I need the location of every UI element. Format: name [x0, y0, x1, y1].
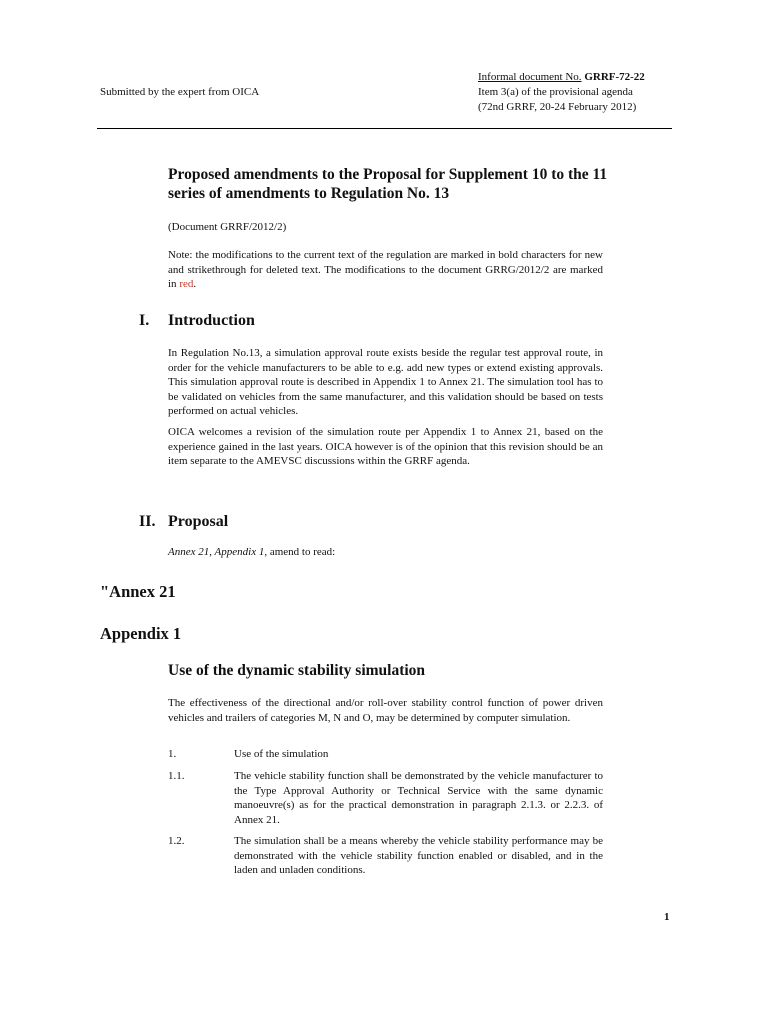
item-number: 1.1.: [168, 770, 185, 782]
document-reference: (Document GRRF/2012/2): [168, 221, 287, 233]
use-of-simulation-heading: Use of the dynamic stability simulation: [168, 662, 426, 679]
note-red-word: red: [179, 278, 194, 290]
document-prefix: Informal document No.: [478, 71, 582, 83]
section-title: Proposal: [168, 513, 229, 530]
amend-text: amend to read:: [267, 546, 336, 558]
header-divider: [97, 128, 672, 129]
document-id: GRRF-72-22: [584, 71, 645, 83]
session-info: (72nd GRRF, 20-24 February 2012): [478, 101, 637, 113]
item-text: The vehicle stability function shall be demonstrated by the vehicle manufacturer to the Type Approval Authority or Technical Service with the same dynamic manoeuvre(s) as for the practical demonstration in paragraph 2.1.3. or 2.2.3. of Annex 21.: [234, 770, 603, 826]
amend-instruction: [168, 545, 335, 560]
introduction-paragraph-1: In Regulation No.13, a simulation approval route exists beside the regular test approval route, in order for the vehicle manufacturers to be able to e.g. add new types or extend existing approvals. This simulation approval route is described in Appendix 1 to Annex 21. The simulation tool has to be validated on vehicles from the same manufacturer, and this validation should be based on tests performed on actual vehicles.: [168, 347, 603, 417]
section-proposal-heading: [139, 512, 339, 532]
item-text: The simulation shall be a means whereby the vehicle stability performance may be demonstrated with the vehicle stability function enabled or disabled, and in the laden and unladen conditions.: [234, 835, 603, 876]
page-number: 1: [664, 911, 670, 923]
document-title: Proposed amendments to the Proposal for Supplement 10 to the 11 series of amendments to Regulation No. 13: [168, 166, 608, 202]
document-info: [478, 70, 645, 115]
item-number: 1.2.: [168, 835, 185, 847]
section-number: I.: [139, 312, 150, 329]
item-number: 1.: [168, 748, 177, 760]
modification-note: [168, 248, 603, 292]
amend-reference: Annex 21, Appendix 1,: [168, 546, 268, 558]
section-title: Introduction: [168, 312, 255, 329]
section-number: II.: [139, 513, 156, 530]
note-end: .: [193, 278, 197, 290]
document-number-line: [478, 70, 645, 85]
appendix-heading: Appendix 1: [100, 624, 182, 643]
section-introduction-heading: [139, 311, 339, 331]
introduction-paragraph-2: OICA welcomes a revision of the simulation route per Appendix 1 to Annex 21, based on the experience gained in the last years. OICA however is of the opinion that this revision should be an item separate to the AMEVSC discussions within the GRRF agenda.: [168, 426, 603, 467]
agenda-item: Item 3(a) of the provisional agenda: [478, 86, 633, 98]
effectiveness-paragraph: The effectiveness of the directional and/or roll-over stability control function of power driven vehicles and trailers of categories M, N and O, may be determined by computer simulation.: [168, 697, 603, 724]
submitted-by: Submitted by the expert from OICA: [100, 86, 260, 98]
note-text: Note: the modifications to the current text of the regulation are marked in bold characters for new and strikethrough for deleted text. The modifications to the document GRRG/2012/2 are marked in: [168, 249, 603, 290]
item-text: Use of the simulation: [234, 748, 329, 760]
annex-heading: "Annex 21: [100, 582, 176, 601]
